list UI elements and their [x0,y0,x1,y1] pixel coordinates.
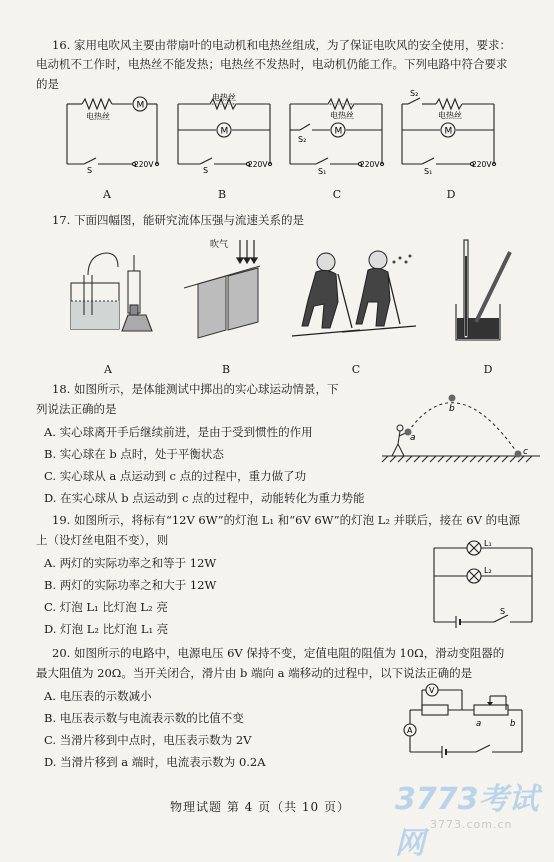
q17-option-d-caption: D [483,363,493,376]
point-c-label: c [523,447,528,457]
q20-circuit-diagram [402,682,532,762]
q17-option-a-caption: A [104,363,112,376]
circuit-a-heater-label: 电热丝 [86,112,110,121]
q20-option-d: D. 当滑片移到 a 端时，电流表示数为 0.2A [44,755,266,769]
circuit-c-diagram [286,92,386,174]
ammeter-label: A [407,726,413,735]
page-footer: 物理试题 第 4 页（共 10 页） [170,800,350,814]
circuit-a-source-label: 220V [134,160,154,169]
q16-option-c-caption: C [332,188,342,201]
q16-line-3: 的是 [36,77,59,91]
circuit-b-motor-label: M [220,126,229,137]
q17-picture-c [290,244,420,342]
circuit-d-source-label: 220V [472,160,492,169]
q19-line-1: 19. 如图所示，将标有“12V 6W”的灯泡 L₁ 和“6V 6W”的灯泡 L₂ 并联后，接在 6V 的电源 [52,513,521,527]
q17-option-b-caption: B [221,363,231,376]
circuit-d-diagram [398,89,498,176]
q19-line-2: 上（设灯丝电阻不变），则 [36,533,169,547]
q18-option-b: B. 实心球在 b 点时，处于平衡状态 [44,447,224,461]
point-b-label: b [449,404,455,414]
q19-circuit-diagram [428,536,538,632]
q20-line-2: 最大阻值为 20Ω。当开关闭合，滑片由 b 端向 a 端移动的过程中，以下说法正确的是 [36,666,473,680]
circuit-a-motor-label: M [136,100,145,111]
rheostat-a-label: a [476,719,482,729]
circuit-b-heater-label: 电热丝 [212,93,236,102]
point-a-label: a [410,433,416,443]
q19-option-a: A. 两灯的实际功率之和等于 12W [44,556,217,570]
q18-option-c: C. 实心球从 a 点运动到 c 点的过程中，重力做了功 [44,469,307,483]
q17-picture-d [452,236,514,346]
q20-option-a: A. 电压表的示数减小 [44,689,152,703]
l2-label: L₂ [484,566,492,575]
q18-line-2: 列说法正确的是 [36,402,117,416]
q16-line-1: 16. 家用电吹风主要由带扇叶的电动机和电热丝组成，为了保证电吹风的安全使用，要求： [52,38,511,52]
watermark-logo: 3773考试网 [395,782,539,861]
q18-line-1: 18. 如图所示，是体能测试中掷出的实心球运动情景，下 [52,382,339,396]
q19-option-c: C. 灯泡 L₁ 比灯泡 L₂ 亮 [44,600,168,614]
circuit-c-source-label: 220V [360,160,380,169]
circuit-d-s1-label: S₁ [424,167,433,176]
circuit-b-diagram [174,92,274,174]
q19-option-b: B. 两灯的实际功率之和大于 12W [44,578,217,592]
circuit-a-switch-label: S [87,166,93,175]
circuit-c-motor-label: M [334,126,343,137]
q20-line-1: 20. 如图所示的电路中，电源电压 6V 保持不变，定值电阻的阻值为 10Ω，滑动变阻器的 [52,646,505,660]
q16-option-a-caption: A [103,188,111,201]
circuit-d-s2-label: S₂ [410,89,419,98]
l1-label: L₁ [484,539,492,548]
q19-option-d: D. 灯泡 L₂ 比灯泡 L₁ 亮 [44,622,169,636]
q18-trajectory-diagram [382,382,542,472]
circuit-b-switch-label: S [203,166,209,175]
circuit-d-motor-label: M [444,126,453,137]
q18-option-a: A. 实心球离开手后继续前进，是由于受到惯性的作用 [44,425,313,439]
q17-option-c-caption: C [351,363,361,376]
q16-line-2: 电动机不工作时，电热丝不能发热；电热丝不发热时，电动机仍能工作。下列电路中符合要求 [36,57,508,71]
circuit-c-heater-label: 电热丝 [330,111,354,120]
q18-option-d: D. 在实心球从 b 点运动到 c 点的过程中，动能转化为重力势能 [44,491,365,505]
circuit-c-s1-label: S₁ [318,167,327,176]
circuit-a-diagram [62,92,162,174]
q17-picture-b [180,238,272,342]
q20-option-b: B. 电压表示数与电流表示数的比值不变 [44,711,244,725]
circuit-c-s2-label: S₂ [298,135,307,144]
voltmeter-label: V [429,686,435,695]
q17-stem: 17. 下面四幅图，能研究流体压强与流速关系的是 [52,213,304,227]
q17-picture-a [66,245,158,337]
switch-s-label: S [500,607,506,616]
circuit-b-source-label: 220V [248,160,268,169]
q16-option-b-caption: B [217,188,227,201]
watermark-url: 3773.com.cn [430,818,513,831]
blow-label: 吹气 [210,240,229,250]
q20-option-c: C. 当滑片移到中点时，电压表示数为 2V [44,733,252,747]
circuit-d-heater-label: 电热丝 [438,111,462,120]
rheostat-b-label: b [510,719,516,729]
q16-option-d-caption: D [446,188,456,201]
